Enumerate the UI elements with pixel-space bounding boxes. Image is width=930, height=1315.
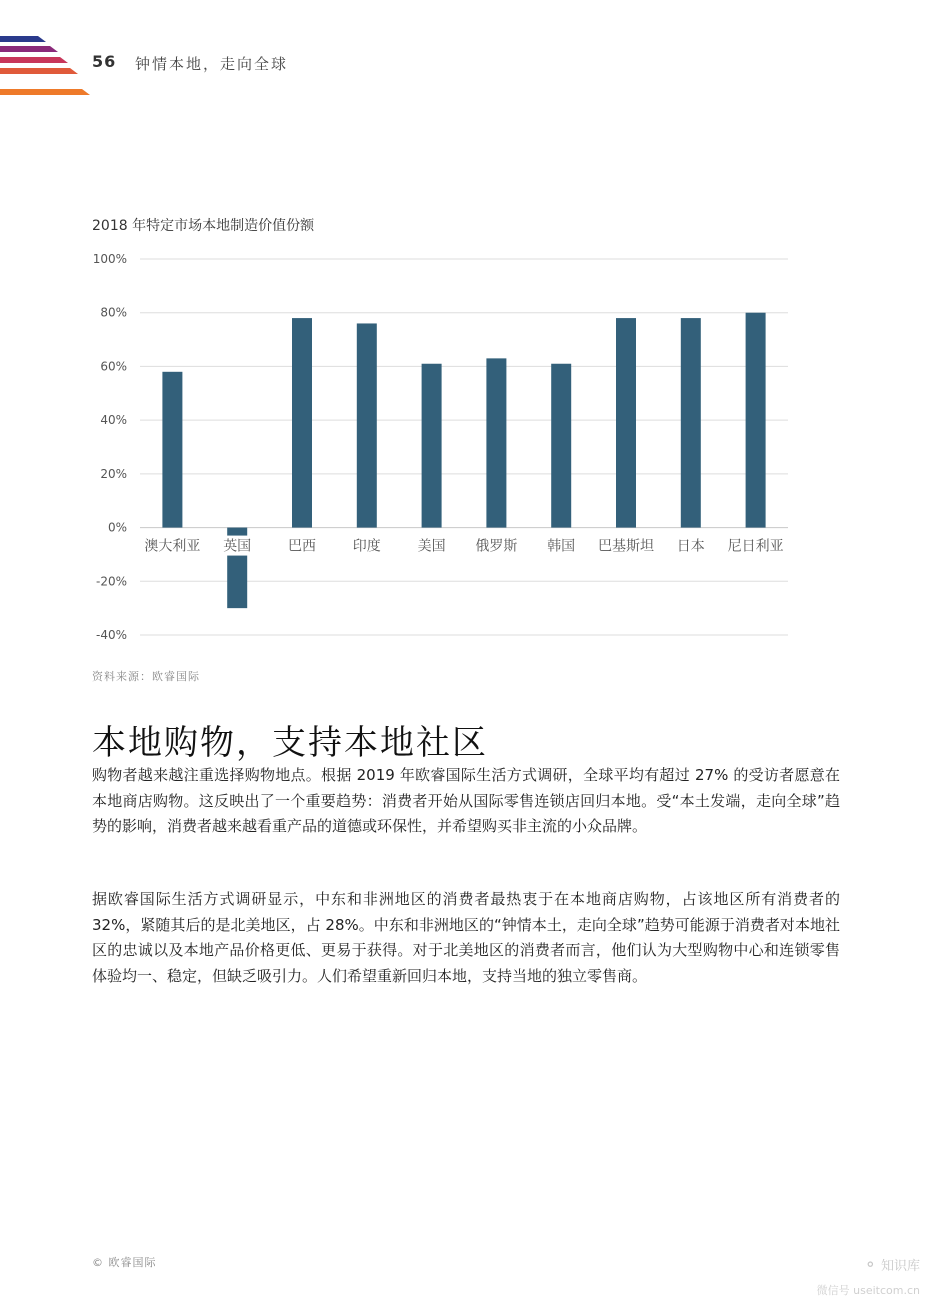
y-tick-label: 40% xyxy=(100,413,127,428)
x-tick-label: 巴基斯坦 xyxy=(598,538,654,555)
bar xyxy=(486,358,506,527)
x-tick-label: 俄罗斯 xyxy=(475,538,518,555)
section-heading: 本地购物，支持本地社区 xyxy=(92,723,488,763)
wechat-icon: ⚬ xyxy=(863,1255,877,1274)
chart-y-axis-labels xyxy=(93,252,127,642)
chart-title: 2018 年特定市场本地制造价值份额 xyxy=(92,218,315,234)
x-tick-label: 巴西 xyxy=(288,538,316,555)
stripe-3 xyxy=(0,57,68,63)
bar xyxy=(292,318,312,527)
watermark-sub: 微信号 useitcom.cn xyxy=(816,1284,920,1297)
running-title: 钟情本地，走向全球 xyxy=(135,55,289,73)
y-tick-label: 80% xyxy=(100,305,127,320)
bar xyxy=(551,364,571,528)
y-tick-label: -40% xyxy=(95,628,127,642)
watermark xyxy=(817,1255,920,1298)
header-stripes-logo xyxy=(0,0,100,100)
watermark-name: 知识库 xyxy=(880,1259,920,1274)
x-tick-label: 尼日利亚 xyxy=(727,538,784,555)
x-tick-label: 印度 xyxy=(352,538,381,555)
stripe-4 xyxy=(0,68,78,74)
y-tick-label: 0% xyxy=(107,520,127,535)
y-tick-label: -20% xyxy=(95,574,127,589)
bar xyxy=(422,364,442,528)
x-tick-label: 美国 xyxy=(417,538,446,555)
body-paragraph-2: 据欧睿国际生活方式调研显示，中东和非洲地区的消费者最热衷于在本地商店购物，占该地区所有消费者的 32%，紧随其后的是北美地区，占 28%。中东和非洲地区的“钟情本土，走向全球”趋势可能源于消费者对本地社区的忠诚以及本地产品价格更低、更易于获得。对于北美地区的消费者而言，他们认为大型购物中心和连锁零售体验均一、稳定，但缺乏吸引力。人们希望重新回归本地，支持当地的独立零售商。 xyxy=(92,890,840,985)
chart-x-axis-labels xyxy=(144,536,783,556)
bar xyxy=(746,313,766,528)
x-tick-label: 澳大利亚 xyxy=(144,538,201,555)
stripe-5 xyxy=(0,89,90,95)
chart-bars xyxy=(162,313,765,608)
bar xyxy=(357,323,377,527)
chart-source: 资料来源：欧睿国际 xyxy=(92,670,200,683)
y-tick-label: 60% xyxy=(100,359,127,374)
stripe-2 xyxy=(0,46,58,52)
bar-chart xyxy=(0,240,930,660)
x-tick-label: 韩国 xyxy=(547,538,576,555)
footer-copyright: © 欧睿国际 xyxy=(92,1256,157,1269)
x-tick-label: 日本 xyxy=(676,538,705,555)
bar xyxy=(681,318,701,527)
x-tick-label: 英国 xyxy=(223,538,252,555)
bar xyxy=(162,372,182,528)
y-tick-label: 20% xyxy=(100,466,127,481)
stripe-1 xyxy=(0,36,46,42)
page-number: 56 xyxy=(92,52,117,71)
y-tick-label: 100% xyxy=(92,252,127,266)
body-paragraph-1: 购物者越来越注重选择购物地点。根据 2019 年欧睿国际生活方式调研，全球平均有超过 27% 的受访者愿意在本地商店购物。这反映出了一个重要趋势：消费者开始从国际零售连锁店回归本地。受“本土发端，走向全球”趋势的影响，消费者越来越看重产品的道德或环保性，并希望购买非主流的小众品牌。 xyxy=(92,766,840,835)
bar xyxy=(616,318,636,527)
